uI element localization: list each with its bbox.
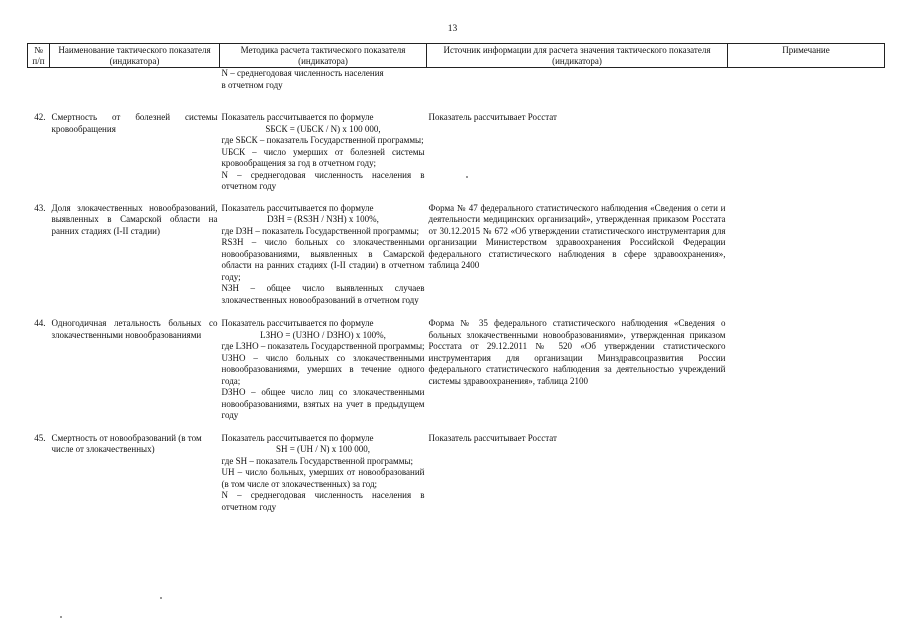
method-line: где SН – показатель Государственной программы; — [221, 455, 413, 466]
method-line: Показатель рассчитывается по формуле — [221, 432, 374, 443]
header-source: Источник информации для расчета значения тактического показателя (индикатора) — [427, 44, 728, 68]
table-row — [28, 422, 885, 514]
formula: DЗН = (RSЗН / NЗН) х 100%, — [267, 214, 379, 224]
method-line: UЗНО – число больных со злокачественными новообразованиями, умерших в течение одного года; — [221, 352, 425, 386]
row-number: 45. — [34, 432, 46, 443]
table-row-continuation — [28, 68, 885, 92]
source-cell: Форма № 35 федерального статистического наблюдения «Сведения о больных злокачественными новообразованиями», утвержденная приказом Росстата от 29.12.2011 № 520 «Об утверждении статистического инструментария для организации Минздравсоцразвития России федерального статистического наблюдения за деятельностью учреждений системы здравоохранения», таблица 2100 — [428, 318, 726, 386]
formula: LЗНО = (UЗНО / DЗНО) х 100%, — [260, 329, 386, 340]
method-line: в отчетном году — [221, 79, 283, 90]
header-method: Методика расчета тактического показателя (индикатора) — [220, 44, 427, 68]
method-line: Показатель рассчитывается по формуле — [221, 202, 374, 213]
header-note: Примечание — [728, 44, 885, 68]
note-cell — [728, 193, 885, 307]
method-line: UН – число больных, умерших от новообразований (в том числе от злокачественных) за год; — [221, 467, 425, 489]
note-cell — [728, 91, 885, 193]
method-line: NЗН – общее число выявленных случаев злокачественных новообразований в отчетном году — [221, 283, 425, 305]
method-line: RSЗН – число больных со злокачественными новообразованиями, выявленных в Самарской области на ранних стадиях (I-II стадии) в отчетном году; — [221, 237, 425, 282]
method-line: Показатель рассчитывается по формуле — [221, 112, 374, 122]
page-number: 13 — [447, 24, 458, 34]
indicator-name: Доля злокачественных новообразований, выявленных в Самарской области на ранних стадиях (I-II стадии) — [51, 202, 218, 236]
formula: SН = (UН / N) х 100 000, — [275, 444, 371, 454]
method-line: DЗНО – общее число лиц со злокачественными новообразованиями, взятых на учет в предыдущем году — [221, 387, 425, 420]
method-line: N – среднегодовая численность населения в отчетном году — [221, 169, 425, 191]
method-cell — [220, 306, 427, 422]
source-cell: Форма № 47 федерального статистического наблюдения «Сведения о сети и деятельности медицинских организаций», утвержденная приказом Росстата от 30.12.2015 № 672 «Об утверждении статистического инструментария для организации Министерством здравоохранения Российской Федерации федерального статистического наблюдения в сфере здравоохранения», таблица 2400 — [428, 202, 726, 270]
method-line: N – среднегодовая численность населения — [221, 68, 384, 78]
indicator-name: Смертность от болезней системы кровообращения — [51, 112, 218, 134]
method-line: Показатель рассчитывается по формуле — [221, 318, 374, 328]
note-cell — [728, 422, 885, 514]
formula: SБСК = (UБСК / N) х 100 000, — [265, 123, 381, 134]
header-num: № п/п — [28, 44, 50, 68]
scan-speck — [160, 597, 162, 599]
method-line: где SБСК – показатель Государственной программы; — [221, 135, 424, 145]
scan-speck — [466, 176, 468, 178]
indicators-table — [27, 43, 885, 513]
indicator-name: Одногодичная летальность больных со злокачественными новообразованиями — [51, 318, 218, 340]
row-number: 42. — [34, 112, 46, 122]
method-line: N – среднегодовая численность населения в отчетном году — [221, 490, 425, 512]
method-cell — [220, 193, 427, 307]
source-cell: Показатель рассчитывает Росстат — [428, 112, 557, 122]
indicator-name: Смертность от новообразований (в том числе от злокачественных) — [51, 432, 202, 454]
method-line: где LЗНО – показатель Государственной программы; — [221, 341, 425, 351]
table-row — [28, 306, 885, 422]
table-row — [28, 193, 885, 307]
method-line: UБСК – число умерших от болезней системы кровообращения за год в отчетном году; — [221, 146, 425, 168]
row-number: 44. — [34, 318, 46, 328]
method-cell — [220, 91, 427, 193]
note-cell — [728, 306, 885, 422]
header-name: Наименование тактического показателя (индикатора) — [50, 44, 220, 68]
method-line: где DЗН – показатель Государственной программы; — [221, 225, 419, 236]
scan-speck — [60, 616, 62, 618]
row-number: 43. — [34, 202, 46, 213]
table-row — [28, 91, 885, 193]
method-cell — [220, 68, 427, 92]
table-header — [28, 44, 885, 68]
method-cell — [220, 422, 427, 514]
source-cell: Показатель рассчитывает Росстат — [428, 432, 557, 443]
